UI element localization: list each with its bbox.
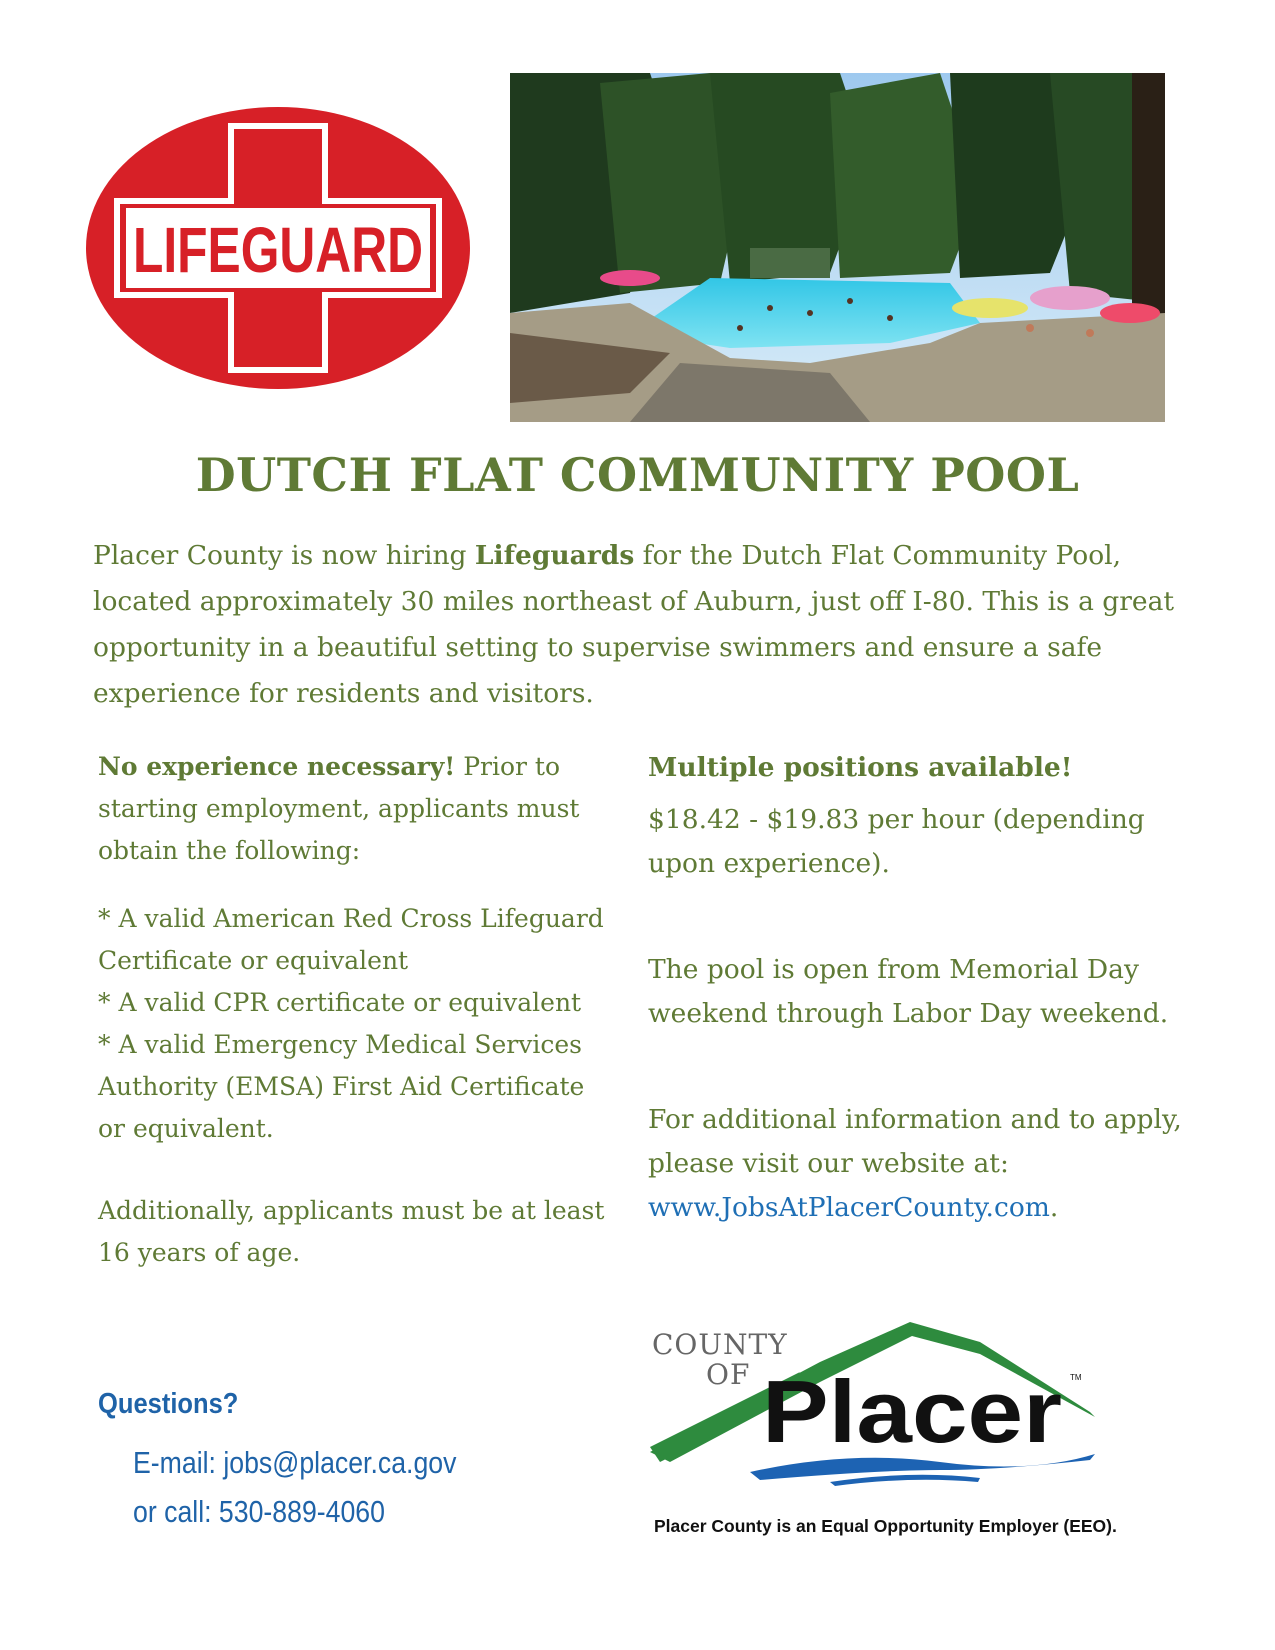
apply-info-period: . bbox=[1049, 1192, 1059, 1223]
red-cross-lifeguard-icon bbox=[84, 105, 472, 391]
eeo-statement: Placer County is an Equal Opportunity Employer (EEO). bbox=[654, 1516, 1117, 1536]
season-info: The pool is open from Memorial Day weekend through Labor Day weekend. bbox=[648, 954, 1169, 1029]
county-word: COUNTY bbox=[652, 1328, 788, 1361]
contact-phone[interactable]: or call: 530-889-4060 bbox=[133, 1494, 385, 1529]
of-word: OF bbox=[706, 1358, 751, 1391]
apply-info bbox=[648, 1098, 1208, 1230]
intro-paragraph bbox=[93, 533, 1193, 717]
requirement-item: * A valid American Red Cross Lifeguard Certificate or equivalent bbox=[98, 904, 604, 975]
pool-photo bbox=[510, 73, 1165, 422]
website-link[interactable]: www.JobsAtPlacerCounty.com bbox=[648, 1192, 1050, 1223]
placer-wordmark: Placer bbox=[762, 1362, 1062, 1461]
page-title: DUTCH FLAT COMMUNITY POOL bbox=[195, 448, 1080, 502]
no-experience-heading: No experience necessary! bbox=[98, 752, 456, 781]
pay-rate: $18.42 - $19.83 per hour (depending upon experience). bbox=[648, 804, 1145, 879]
age-requirement: Additionally, applicants must be at least 16 years of age. bbox=[98, 1196, 605, 1267]
requirements-lead bbox=[98, 746, 608, 872]
positions-heading bbox=[648, 746, 1208, 790]
requirements-lead-text: Prior to starting employment, applicants must obtain the following: bbox=[98, 752, 580, 865]
details-column bbox=[648, 746, 1208, 1230]
lifeguard-wordmark: LIFEGUARD bbox=[133, 214, 423, 286]
contact-email[interactable]: E-mail: jobs@placer.ca.gov bbox=[133, 1445, 457, 1480]
questions-heading: Questions? bbox=[98, 1388, 239, 1420]
intro-text-start: Placer County is now hiring bbox=[93, 540, 475, 571]
requirements-column bbox=[98, 746, 608, 1274]
intro-text-end: for the Dutch Flat Community Pool, located approximately 30 miles northeast of Auburn, just off I-80. This is a great opportunity in a beautiful setting to supervise swimmers and ensure a safe experience for residents and visitors. bbox=[93, 540, 1175, 709]
intro-bold-lifeguards: Lifeguards bbox=[474, 540, 635, 571]
requirement-item: * A valid CPR certificate or equivalent bbox=[98, 988, 582, 1017]
county-of-placer-logo bbox=[650, 1322, 1120, 1508]
apply-info-text: For additional information and to apply, please visit our website at: bbox=[648, 1104, 1182, 1179]
requirement-item: * A valid Emergency Medical Services Authority (EMSA) First Aid Certificate or equivalent. bbox=[98, 1030, 585, 1143]
lifeguard-logo bbox=[84, 105, 472, 391]
positions-heading-text: Multiple positions available! bbox=[648, 752, 1073, 783]
trademark-mark: TM bbox=[1070, 1373, 1082, 1382]
